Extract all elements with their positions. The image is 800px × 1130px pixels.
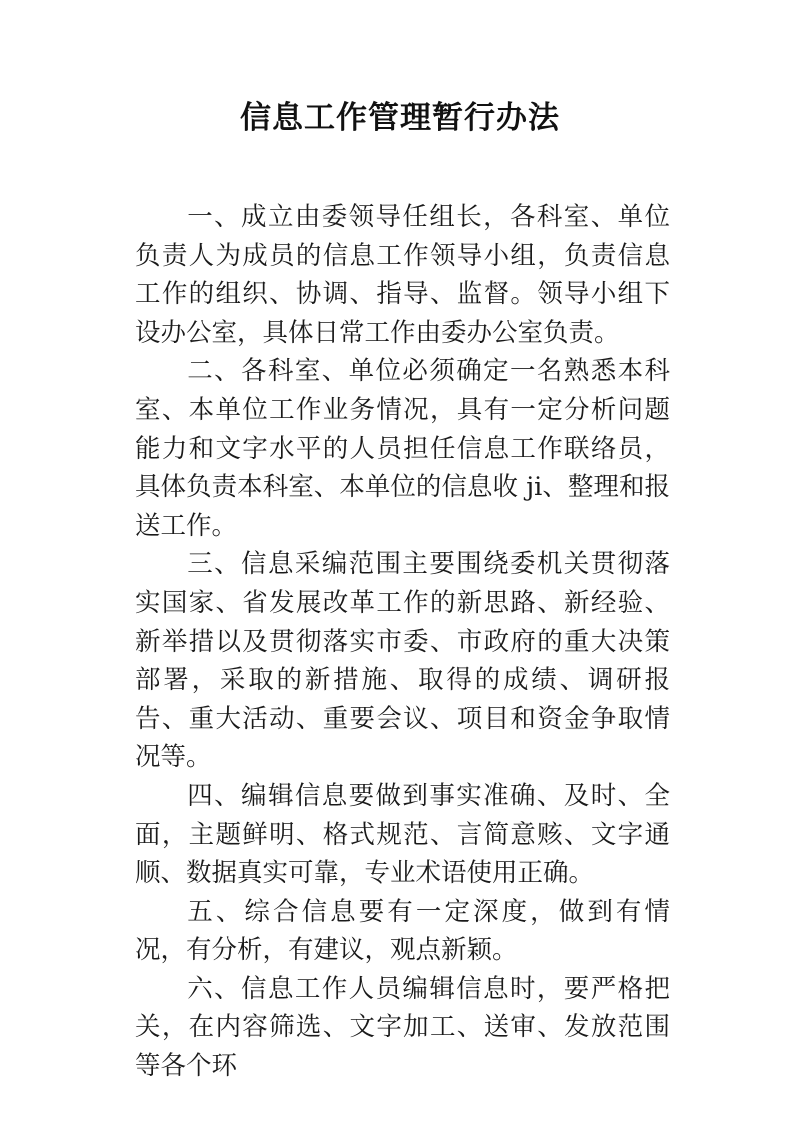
paragraph-4: 四、编辑信息要做到事实准确、及时、全面，主题鲜明、格式规范、言简意赅、文字通顺、数据真实可靠，专业术语使用正确。 xyxy=(135,780,670,889)
paragraph-3: 三、信息采编范围主要围绕委机关贯彻落实国家、省发展改革工作的新思路、新经验、新举措以及贯彻落实市委、市政府的重大决策部署，采取的新措施、取得的成绩、调研报告、重大活动、重要会议、项目和资金争取情况等。 xyxy=(135,549,670,773)
paragraph-2: 二、各科室、单位必须确定一名熟悉本科室、本单位工作业务情况，具有一定分析问题能力和文字水平的人员担任信息工作联络员，具体负责本科室、本单位的信息收 ji、整理和报送工作。 xyxy=(135,356,670,541)
document-title: 信息工作管理暂行办法 xyxy=(240,100,560,136)
document-body xyxy=(135,198,670,1086)
paragraph-5: 五、综合信息要有一定深度，做到有情况，有分析，有建议，观点新颖。 xyxy=(135,896,670,966)
paragraph-6: 六、信息工作人员编辑信息时，要严格把关，在内容筛选、文字加工、送审、发放范围等各个环 xyxy=(135,973,670,1082)
paragraph-1: 一、成立由委领导任组长，各科室、单位负责人为成员的信息工作领导小组，负责信息工作的组织、协调、指导、监督。领导小组下设办公室，具体日常工作由委办公室负责。 xyxy=(135,202,670,348)
